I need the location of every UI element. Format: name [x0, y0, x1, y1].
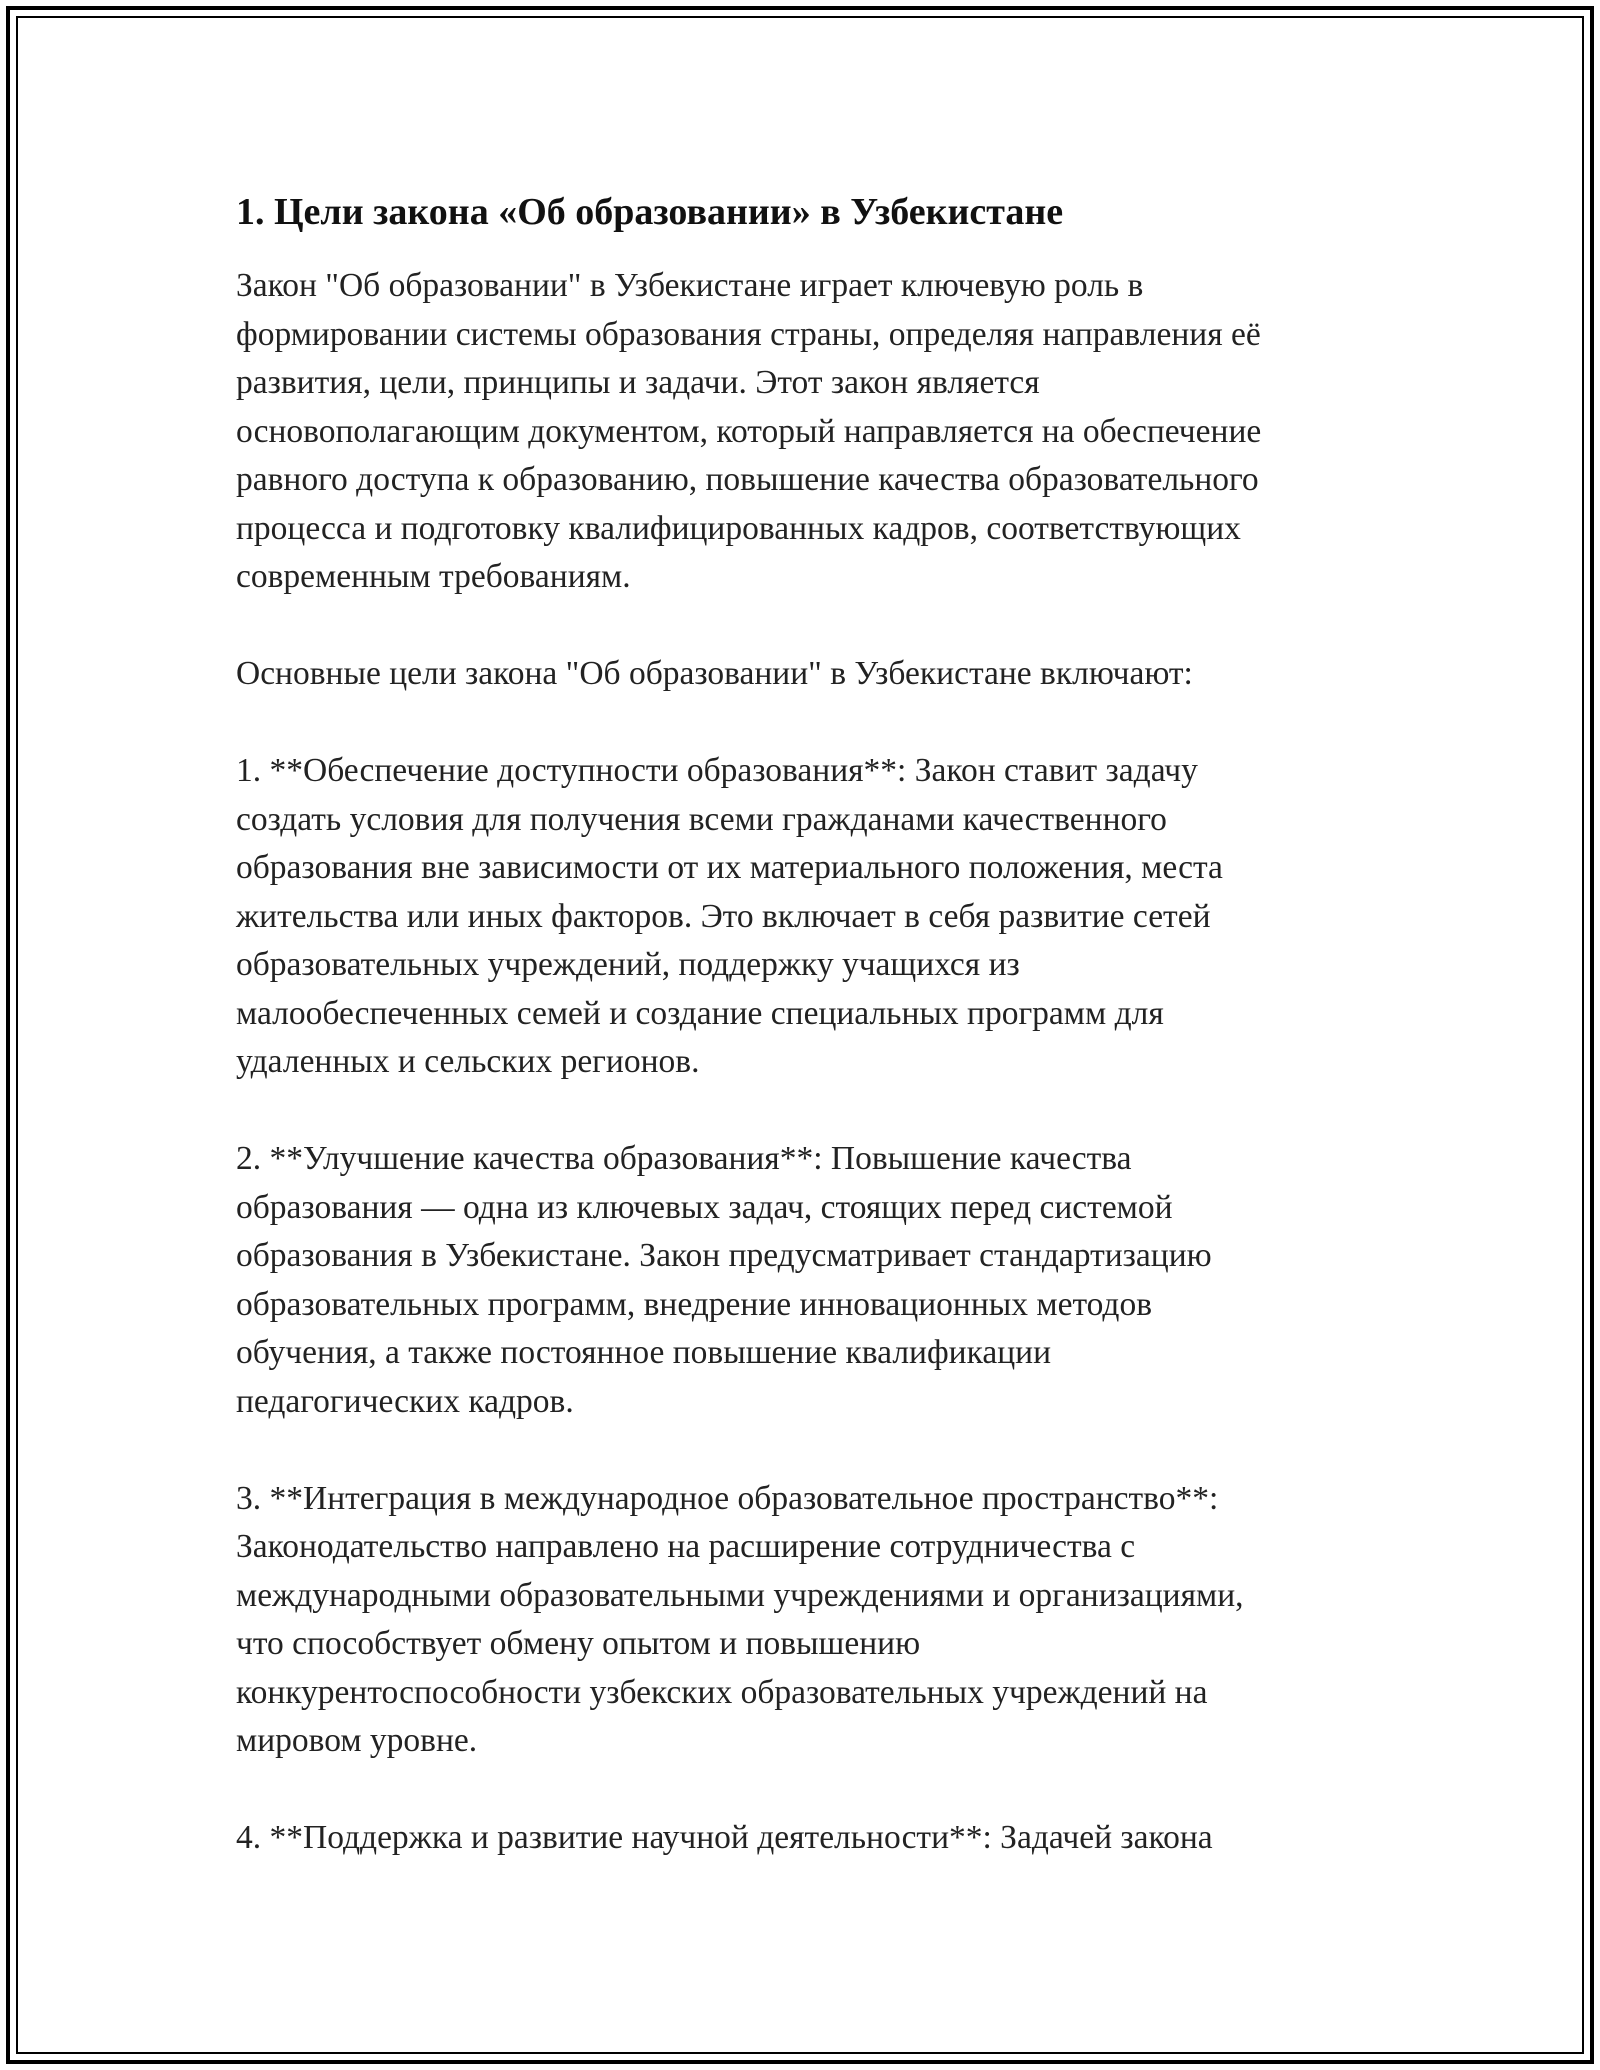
paragraph	[236, 747, 1396, 1087]
paragraph-line: образовательных программ, внедрение инновационных методов	[236, 1285, 1153, 1323]
paragraph-line: современным требованиям.	[236, 558, 631, 595]
document-body	[236, 186, 1396, 1863]
paragraph-line: образовательных учреждений, поддержку учащихся из	[236, 946, 1020, 983]
paragraph-line: что способствует обмену опытом и повышению	[236, 1625, 921, 1662]
paragraph-line: Законодательство направлено на расширение сотрудничества с	[236, 1528, 1136, 1565]
paragraph-line: 3. **Интеграция в международное образовательное пространство**:	[236, 1479, 1219, 1517]
paragraph-line: удаленных и сельских регионов.	[236, 1043, 700, 1080]
paragraph-line: 1. **Обеспечение доступности образования**: Закон ставит задачу	[236, 752, 1198, 789]
paragraph-line: обучения, а также постоянное повышение квалификации	[236, 1334, 1052, 1371]
paragraph-line: основополагающим документом, который направляется на обеспечение	[236, 412, 1262, 450]
paragraph-line: процесса и подготовку квалифицированных кадров, соответствующих	[236, 509, 1241, 547]
paragraph-line: образования вне зависимости от их материального положения, места	[236, 849, 1223, 886]
paragraph-line: развития, цели, принципы и задачи. Этот закон является	[236, 364, 1040, 401]
paragraph-list	[236, 262, 1396, 1863]
paragraph-line: равного доступа к образованию, повышение качества образовательного	[236, 461, 1259, 498]
paragraph	[236, 262, 1396, 602]
paragraph-line: формировании системы образования страны, определяя направления её	[236, 315, 1261, 353]
paragraph-line: создать условия для получения всеми гражданами качественного	[236, 800, 1167, 838]
paragraph-line: жительства или иных факторов. Это включает в себя развитие сетей	[236, 897, 1211, 935]
document-heading: 1. Цели закона «Об образовании» в Узбекистане	[236, 191, 1064, 233]
paragraph	[236, 1475, 1396, 1766]
paragraph	[236, 1814, 1396, 1863]
paragraph-line: мировом уровне.	[236, 1722, 478, 1759]
paragraph-line: Закон "Об образовании" в Узбекистане играет ключевую роль в	[236, 267, 1144, 304]
paragraph-line: образования в Узбекистане. Закон предусматривает стандартизацию	[236, 1237, 1212, 1274]
paragraph-line: конкурентоспособности узбекских образовательных учреждений на	[236, 1673, 1208, 1711]
paragraph	[236, 650, 1396, 699]
paragraph-line: Основные цели закона "Об образовании" в Узбекистане включают:	[236, 655, 1193, 692]
paragraph-line: образования — одна из ключевых задач, стоящих перед системой	[236, 1188, 1173, 1226]
paragraph	[236, 1135, 1396, 1426]
paragraph-line: 4. **Поддержка и развитие научной деятельности**: Задачей закона	[236, 1819, 1213, 1856]
paragraph-line: международными образовательными учреждениями и организациями,	[236, 1576, 1244, 1614]
paragraph-line: малообеспеченных семей и создание специальных программ для	[236, 994, 1164, 1032]
paragraph-line: 2. **Улучшение качества образования**: Повышение качества	[236, 1140, 1132, 1177]
paragraph-line: педагогических кадров.	[236, 1382, 574, 1420]
